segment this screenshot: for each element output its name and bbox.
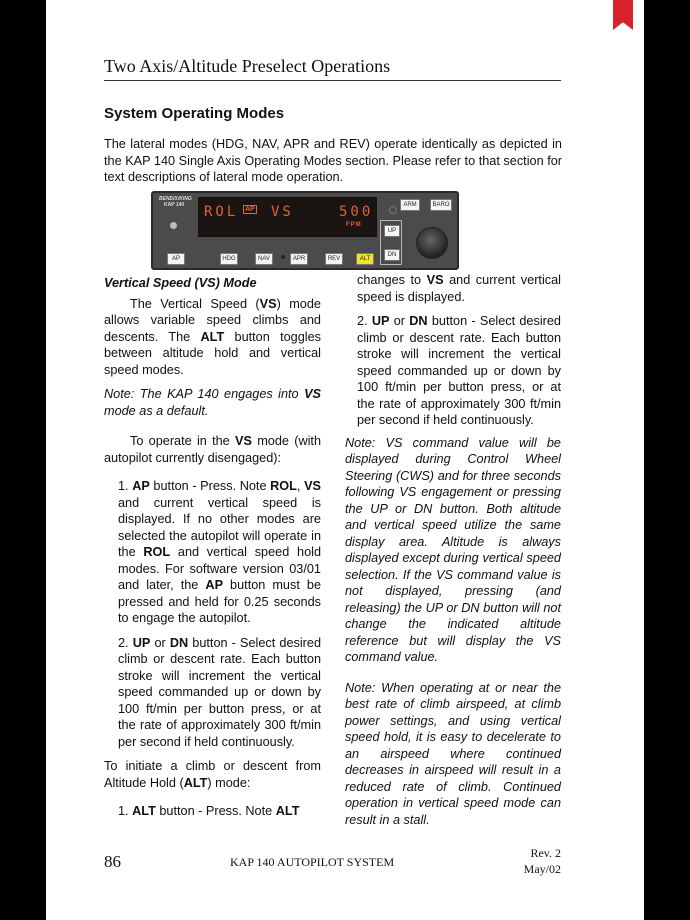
section-heading: System Operating Modes — [104, 105, 285, 122]
arm-button: ARM — [400, 199, 420, 211]
photocell-icon — [170, 222, 177, 229]
baro-button: BARO — [430, 199, 452, 211]
vs-mode-subheading: Vertical Speed (VS) Mode — [104, 276, 257, 290]
up-button: UP — [384, 225, 400, 237]
display-roll: ROL — [204, 204, 239, 220]
revision-date: May/02 — [523, 862, 561, 876]
rev-button: REV — [325, 253, 343, 265]
display-unit: FPM — [346, 222, 362, 228]
indicator-dot-icon — [281, 255, 285, 259]
display-ap: AP — [245, 206, 255, 213]
page-number: 86 — [104, 852, 121, 871]
panel-model: KAP 140 — [164, 202, 185, 208]
airspeed-stall-note: Note: When operating at or near the best rate of climb airspeed, at climb power settings, and using vertical speed hold, it is easy to decelerate to an airspeed where continued decreases in airspeed will result in a reduced rate of climb. Continued operation in vertical speed mode can result in a stall. — [345, 680, 561, 827]
right-column — [345, 272, 561, 836]
revision-info — [524, 845, 561, 877]
step-ap-press: 1. AP button - Press. Note ROL, VS and current vertical speed is displayed. If no other modes are selected the autopilot will operate in the ROL and vertical speed hold modes. For software version 03/01 and later, the AP button must be pressed and held for 0.25 seconds to engage the autopilot. — [118, 479, 321, 625]
step-up-dn-left: 2. UP or DN button - Select desired climb or descent rate. Each button stroke will increment the vertical speed commanded up or down by 100 ft/min per button press, or at the rate of approximately 300 ft/min per second if held continuously. — [118, 635, 321, 749]
page-header: Two Axis/Altitude Preselect Operations — [104, 56, 391, 76]
display-mode: VS — [271, 204, 294, 220]
left-column — [104, 275, 321, 828]
operate-vs-paragraph: To operate in the VS mode (with autopilot currently disengaged): — [104, 434, 322, 465]
display-value: 500 — [339, 204, 374, 220]
kap140-panel-image — [151, 191, 459, 270]
vs-mode-paragraph: The Vertical Speed (VS) mode allows variable speed climbs and descents. The ALT button toggles between altitude hold and vertical speed modes. — [104, 296, 321, 377]
panel-display — [198, 197, 377, 237]
hdg-button: HDG — [220, 253, 238, 265]
header-rule — [104, 80, 561, 81]
step-alt-press: 1. ALT button - Press. Note ALT — [118, 804, 300, 818]
initiate-climb-paragraph: To initiate a climb or descent from Altitude Hold (ALT) mode: — [104, 759, 321, 790]
step-alt-continued: changes to VS and current vertical speed is displayed. — [357, 273, 561, 304]
altitude-knob-icon — [416, 227, 448, 259]
footer-title: KAP 140 AUTOPILOT SYSTEM — [230, 855, 395, 869]
step-up-dn-right: 2. UP or DN button - Select desired climb or descent rate. Each button stroke will increment the vertical speed commanded up or down by 100 ft/min per button press, or at the rate of approximately 300 ft/min per second if held continuously. — [357, 314, 561, 427]
nav-button: NAV — [255, 253, 273, 265]
ap-button: AP — [167, 253, 185, 265]
intro-paragraph: The lateral modes (HDG, NAV, APR and REV) operate identically as depicted in the KAP 140 Single Axis Operating Modes section. Please refer to that section for text descriptions of lateral mode operation. — [104, 137, 562, 184]
panel-brand: BENDIX/KING — [159, 196, 192, 202]
dn-button: DN — [384, 249, 400, 261]
sensor-icon — [389, 206, 397, 214]
alt-button: ALT — [356, 253, 374, 265]
apr-button: APR — [290, 253, 308, 265]
vs-default-note: Note: The KAP 140 engages into VS mode as a default. — [104, 387, 321, 418]
revision-label: Rev. 2 — [530, 846, 561, 860]
vs-command-note: Note: VS command value will be displayed during Control Wheel Steering (CWS) and for three seconds following VS engagement or pressing the UP or DN button. Both altitude and vertical speed utilize the same display area. Altitude is always displayed except during vertical speed selection. If the VS command value is not displayed, pressing (and releasing) the UP or DN button will not change the indicated altitude reference but will display the VS command value. — [345, 435, 561, 664]
